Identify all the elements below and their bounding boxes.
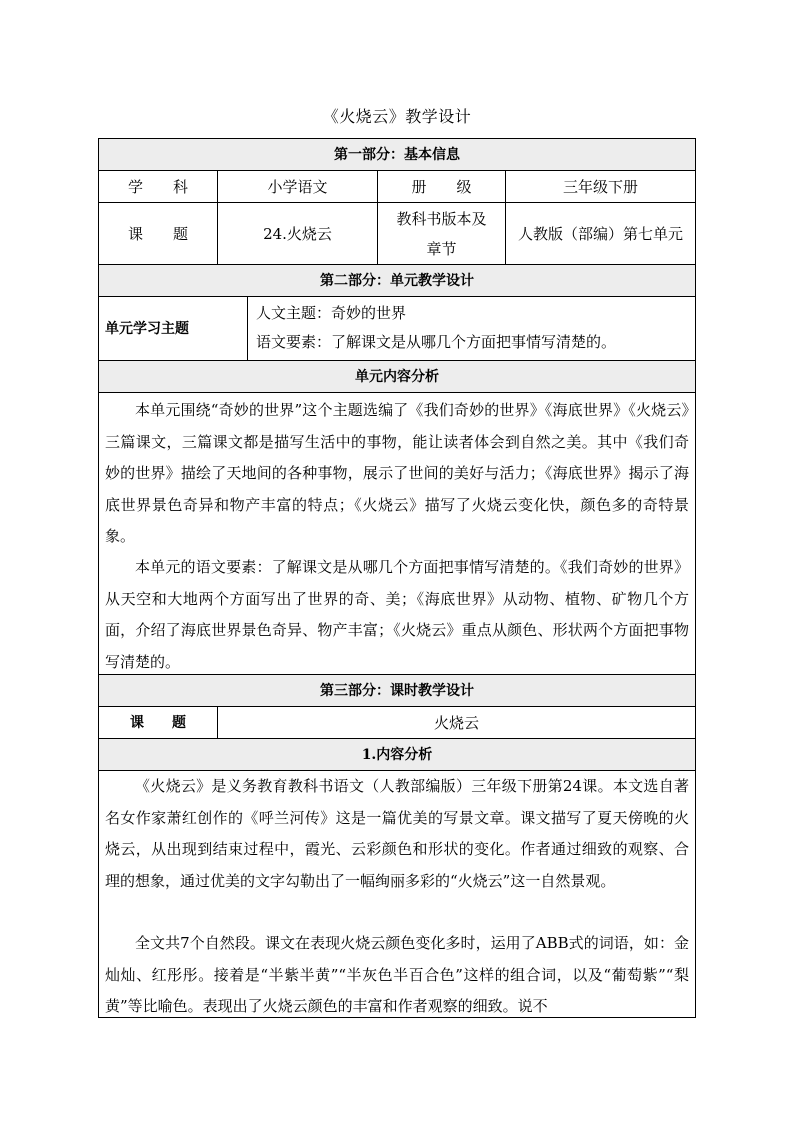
part1-header-row: [99, 139, 695, 171]
lesson-topic-row: [99, 707, 695, 739]
document-title: 《火烧云》教学设计: [322, 107, 472, 126]
unit-theme-label: 单元学习主题: [105, 320, 189, 337]
volume-label: 册 级: [377, 171, 505, 202]
unit-theme-humanistic: 人文主题：奇妙的世界: [256, 304, 407, 322]
part2-header-row: [99, 265, 695, 297]
content-analysis-header: 1.内容分析: [361, 746, 433, 763]
unit-analysis-body: [99, 393, 695, 675]
edition-label: [377, 203, 505, 264]
lesson-topic-label: 课 题: [130, 714, 186, 731]
lesson-plan-table: [98, 138, 696, 1018]
content-analysis-paragraph-2: 全文共7个自然段。课文在表现火烧云颜色变化多时，运用了ABB式的词语，如：金灿灿、红彤彤。接着是“半紫半黄”“半灰色半百合色”这样的组合词，以及“葡萄紫”“梨黄”等比喻色。表现出了火烧云颜色的丰富和作者观察的细致。说不: [105, 934, 689, 1015]
subject-label: 学 科: [127, 177, 188, 196]
topic-row: [99, 203, 695, 265]
part3-header: 第三部分：课时教学设计: [320, 682, 474, 699]
content-analysis-header-row: [99, 739, 695, 771]
edition-label-line1: 教科书版本及: [396, 209, 487, 228]
unit-analysis-header: 单元内容分析: [355, 368, 439, 385]
unit-analysis-paragraph-1: 本单元围绕“奇妙的世界”这个主题选编了《我们奇妙的世界》《海底世界》《火烧云》三篇课文，三篇课文都是描写生活中的事物，能让读者体会到自然之美。其中《我们奇妙的世界》描绘了天地间的各种事物，展示了世间的美好与活力；《海底世界》揭示了海底世界景色奇异和物产丰富的特点；《火烧云》描写了火烧云变化快，颜色多的奇特景象。: [105, 401, 689, 545]
unit-analysis-header-row: [99, 361, 695, 393]
part2-header: 第二部分：单元教学设计: [320, 272, 474, 289]
edition-label-line2: 章节: [426, 239, 457, 258]
unit-theme-content: [247, 297, 695, 360]
unit-theme-language: 语文要素：了解课文是从哪几个方面把事情写清楚的。: [256, 333, 617, 351]
edition-value: 人教版（部编）第七单元: [505, 203, 695, 264]
part3-header-row: [99, 675, 695, 707]
lesson-topic-value: 火烧云: [217, 707, 695, 738]
unit-analysis-paragraph-2: 本单元的语文要素：了解课文是从哪几个方面把事情写清楚的。《我们奇妙的世界》从天空和大地两个方面写出了世界的奇、美；《海底世界》从动物、植物、矿物几个方面，介绍了海底世界景色奇异、物产丰富；《火烧云》重点从颜色、形状两个方面把事物写清楚的。: [105, 558, 689, 671]
content-analysis-body: [99, 771, 695, 1017]
content-analysis-paragraph-1: 《火烧云》是义务教育教科书语文（人教部编版）三年级下册第24课。本文选自著名女作家萧红创作的《呼兰河传》这是一篇优美的写景文章。课文描写了夏天傍晚的火烧云，从出现到结束过程中，霞光、云彩颜色和形状的变化。作者通过细致的观察、合理的想象，通过优美的文字勾勒出了一幅绚丽多彩的“火烧云”这一自然景观。: [105, 777, 689, 890]
unit-theme-row: [99, 297, 695, 361]
volume-value: 三年级下册: [505, 171, 695, 202]
topic-label: 课 题: [127, 224, 188, 243]
subject-row: [99, 171, 695, 203]
topic-value: 24.火烧云: [217, 203, 377, 264]
subject-value: 小学语文: [217, 171, 377, 202]
part1-header: 第一部分：基本信息: [334, 146, 460, 163]
